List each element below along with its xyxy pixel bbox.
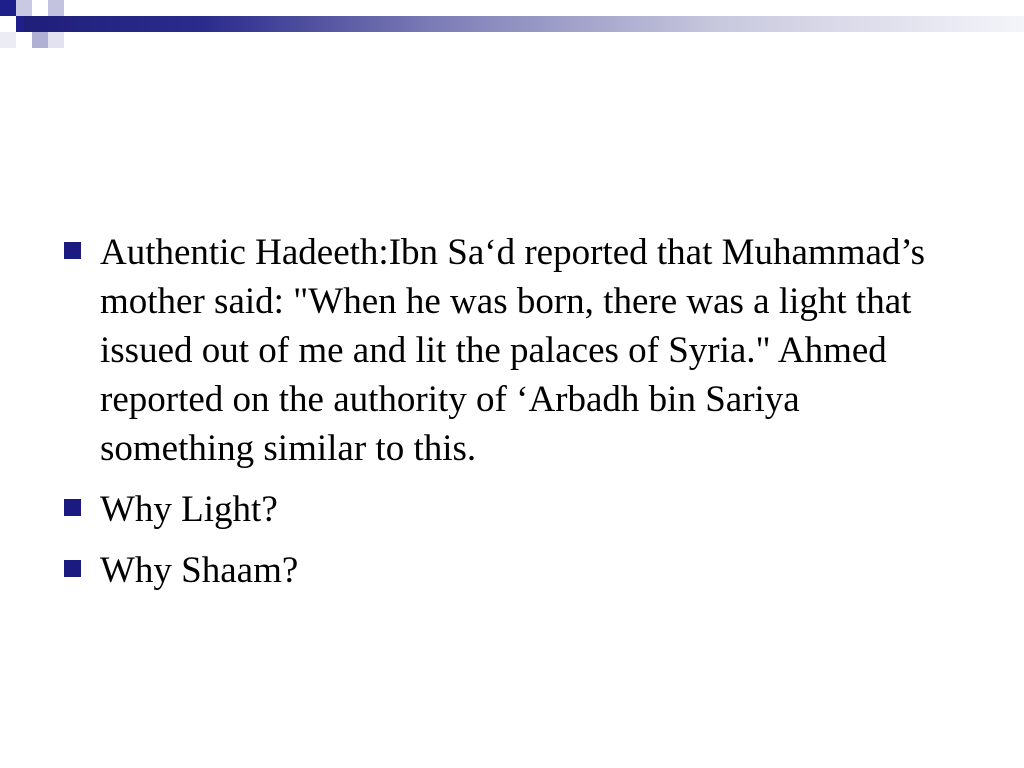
bullet-text: Authentic Hadeeth:Ibn Sa‘d reported that Muhammad’s mother said: "When he was born, there was a light that issued out of me and lit the palaces of Syria." Ahmed reported on the authority of ‘Arbadh bin Sariya something similar to this. (100, 232, 926, 469)
decorative-square (0, 0, 16, 16)
decorative-square (16, 0, 32, 16)
decorative-square (48, 0, 64, 16)
square-bullet-icon (64, 499, 81, 516)
square-bullet-icon (64, 242, 81, 259)
bullet-item (62, 485, 962, 534)
bullet-item (62, 546, 962, 595)
decorative-square (32, 32, 48, 48)
decorative-square (48, 32, 64, 48)
bullet-list (62, 228, 962, 607)
bullet-text: Why Shaam? (100, 550, 299, 591)
bullet-item (62, 228, 962, 473)
decorative-square (0, 32, 16, 48)
bullet-text: Why Light? (100, 489, 278, 530)
square-bullet-icon (64, 560, 81, 577)
header-gradient-bar (24, 16, 1024, 32)
